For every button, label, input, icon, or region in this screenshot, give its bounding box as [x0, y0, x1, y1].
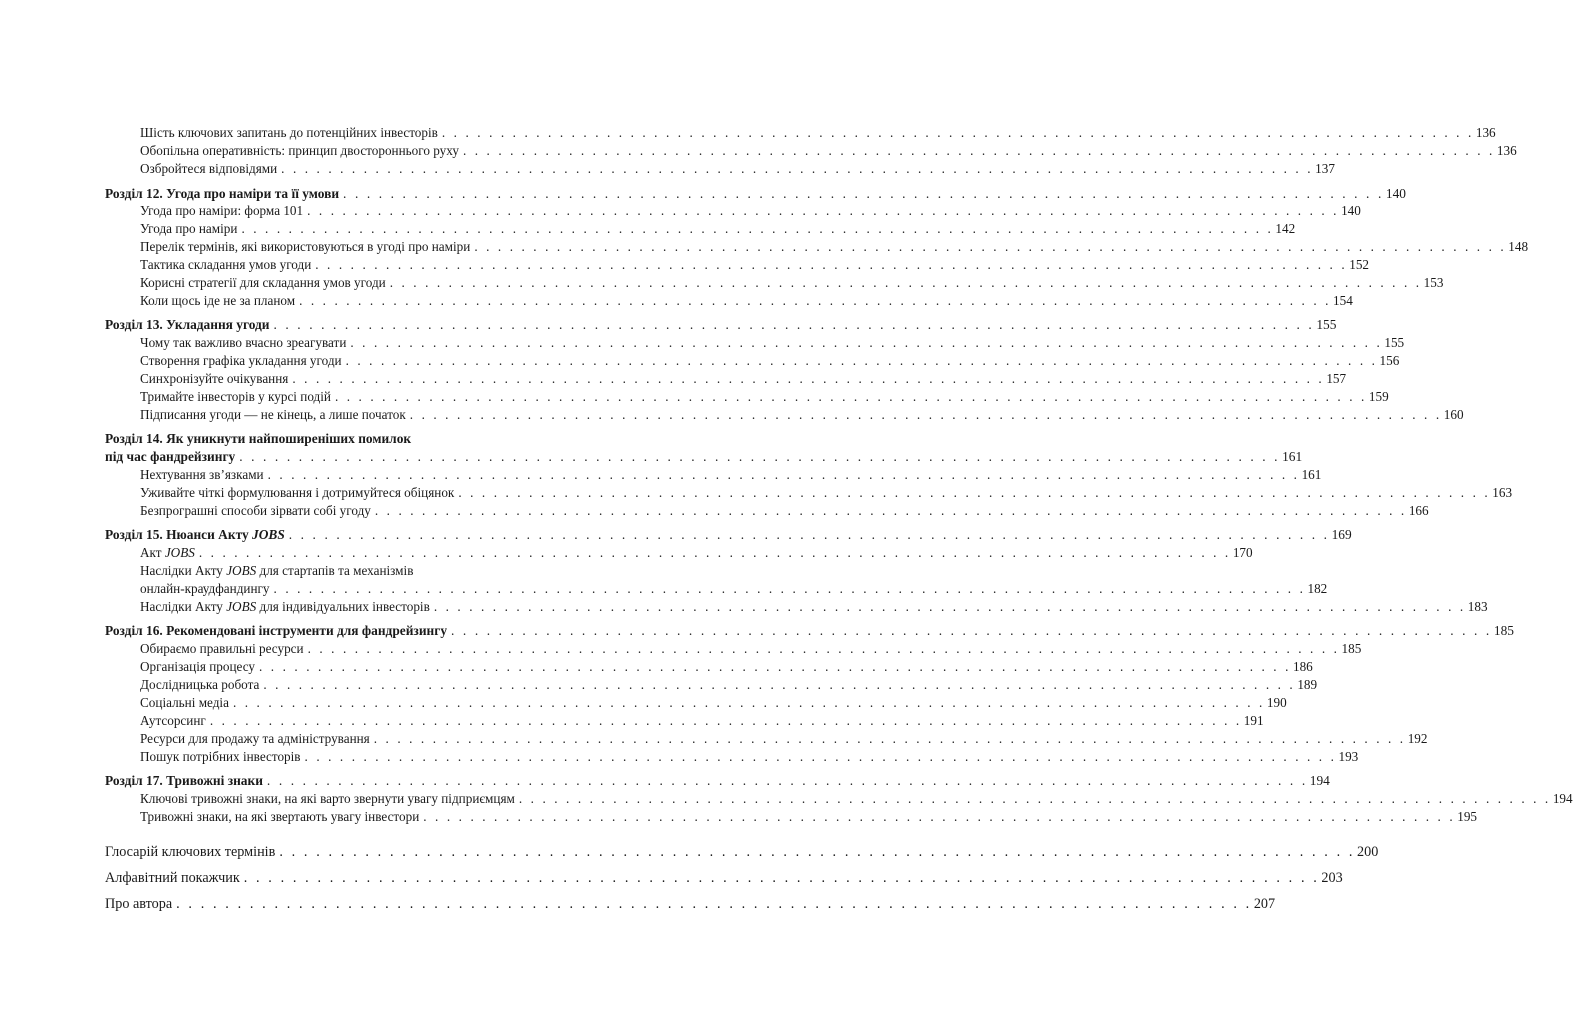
- toc-entry-title: [140, 256, 311, 273]
- dot-leader: . . . . . . . . . . . . . . . . . . . . . . . . . . . . . . . . . . . . . . . . . . . . . . . . . . . . . . . . . . . . . . . . . . . . . . . . . . . . . . . . . . . . . . . .: [373, 731, 1406, 746]
- toc-entry-title: [105, 844, 275, 861]
- dot-leader: . . . . . . . . . . . . . . . . . . . . . . . . . . . . . . . . . . . . . . . . . . . . . . . . . . . . . . . . . . . . . . . . . . . . . . . . . . . . . . . . . . . . . . . .: [374, 503, 1407, 518]
- toc-page-number: 136: [1496, 143, 1517, 158]
- toc-entry-title-part: Наслідки Акту: [140, 563, 227, 578]
- toc-page-number: 166: [1408, 503, 1429, 518]
- toc-entry-title-text: Тривожні знаки, на які звертають увагу інвестори: [140, 809, 420, 824]
- toc-entry-title-text: Чому так важливо вчасно зреагувати: [140, 335, 347, 350]
- toc-page-number: 136: [1475, 125, 1496, 140]
- toc-entry-title-text: Тактика складання умов угоди: [140, 257, 312, 272]
- toc-entry-title-text: для індивідуальних інвесторів: [256, 599, 430, 614]
- toc-page-number: 194: [1552, 791, 1573, 806]
- toc-page-number: 156: [1379, 353, 1400, 368]
- toc-entry-title: [140, 484, 454, 501]
- toc-entry-title-text: Коли щось іде не за планом: [140, 293, 296, 308]
- toc-page-number: 191: [1243, 713, 1264, 728]
- toc-entry-title: [140, 406, 406, 423]
- toc-page-number: 185: [1341, 641, 1362, 656]
- toc-page-number: 200: [1357, 844, 1379, 860]
- toc-section-entry[interactable]: [140, 256, 1369, 273]
- dot-leader: . . . . . . . . . . . . . . . . . . . . . . . . . . . . . . . . . . . . . . . . . . . . . . . . . . . . . . . . . . . . . . . . . . . . . . . . . . . . . . . . . . . . . . . .: [307, 641, 1340, 656]
- toc-entry-title-text: Озбройтеся відповідями: [140, 161, 278, 176]
- toc-entry-title-text: Ресурси для продажу та адміністрування: [140, 731, 370, 746]
- toc-section-entry[interactable]: [140, 352, 1400, 369]
- toc-section-entry[interactable]: [140, 502, 1429, 519]
- dot-leader: . . . . . . . . . . . . . . . . . . . . . . . . . . . . . . . . . . . . . . . . . . . . . . . . . . . . . . . . . . . . . . . . . . . . . . . . . . . . . . . . . . . . . . . .: [232, 695, 1265, 710]
- toc-section-entry[interactable]: [140, 388, 1389, 405]
- toc-page-number: 148: [1508, 239, 1529, 254]
- dot-leader: . . . . . . . . . . . . . . . . . . . . . . . . . . . . . . . . . . . . . . . . . . . . . . . . . . . . . . . . . . . . . . . . . . . . . . . . . . . . . . . . . . . . . . . .: [273, 317, 1315, 332]
- toc-entry-title-text: Пошук потрібних інвесторів: [140, 749, 301, 764]
- toc-entry-title: [105, 622, 447, 639]
- toc-section-entry[interactable]: [140, 730, 1428, 747]
- toc-entry-title: [105, 772, 263, 789]
- toc-chapter-entry[interactable]: [105, 448, 1303, 465]
- toc-entry-title-text: Уживайте чіткі формулювання і дотримуйтеся обіцянок: [140, 485, 455, 500]
- toc-entry-title-part: для стартапів та механізмів: [256, 563, 414, 578]
- toc-entry-title-italic: JOBS: [226, 599, 257, 614]
- dot-leader: . . . . . . . . . . . . . . . . . . . . . . . . . . . . . . . . . . . . . . . . . . . . . . . . . . . . . . . . . . . . . . . . . . . . . . . . . . . . . . . . . . . . . . . .: [259, 659, 1291, 674]
- toc-entry-title-text: Ключові тривожні знаки, на які варто звернути увагу підприємцям: [140, 791, 515, 806]
- dot-leader: . . . . . . . . . . . . . . . . . . . . . . . . . . . . . . . . . . . . . . . . . . . . . . . . . . . . . . . . . . . . . . . . . . . . . . . . . . . . . . . . . . . . . . . .: [441, 125, 1474, 140]
- toc-chapter-entry[interactable]: [105, 772, 1330, 789]
- dot-leader: . . . . . . . . . . . . . . . . . . . . . . . . . . . . . . . . . . . . . . . . . . . . . . . . . . . . . . . . . . . . . . . . . . . . . . . . . . . . . . . . . . . . . . . .: [273, 581, 1306, 596]
- dot-leader: . . . . . . . . . . . . . . . . . . . . . . . . . . . . . . . . . . . . . . . . . . . . . . . . . . . . . . . . . . . . . . . . . . . . . . . . . . . . . . . . . . . . . . . .: [209, 713, 1242, 728]
- dot-leader: . . . . . . . . . . . . . . . . . . . . . . . . . . . . . . . . . . . . . . . . . . . . . . . . . . . . . . . . . . . . . . . . . . . . . . . . . . . . . . . . . . . . . . . .: [239, 449, 1281, 464]
- toc-page-number: 159: [1368, 389, 1389, 404]
- toc-entry-title-text: Розділ 13. Укладання угоди: [105, 317, 270, 332]
- toc-page-number: 185: [1493, 623, 1514, 638]
- toc-entry-title-text: Розділ 16. Рекомендовані інструменти для фандрейзингу: [105, 623, 448, 638]
- toc-chapter-entry[interactable]: [105, 622, 1514, 639]
- toc-chapter-entry[interactable]: [105, 526, 1352, 543]
- toc-entry-title-text: Обопільна оперативність: принцип двостороннього руху: [140, 143, 459, 158]
- toc-page-number: 140: [1385, 186, 1406, 201]
- toc-entry-title-text: Тримайте інвесторів у курсі подій: [140, 389, 331, 404]
- toc-entry-title: [140, 730, 370, 747]
- toc-entry-title: [140, 274, 386, 291]
- dot-leader: . . . . . . . . . . . . . . . . . . . . . . . . . . . . . . . . . . . . . . . . . . . . . . . . . . . . . . . . . . . . . . . . . . . . . . . . . . . . . . . . . . . . . . . .: [423, 809, 1456, 824]
- toc-entry-title: [140, 712, 206, 729]
- toc-entry-title-text: Організація процесу: [140, 659, 256, 674]
- toc-page-number: 137: [1315, 161, 1335, 176]
- toc-chapter-entry[interactable]: [105, 316, 1337, 333]
- toc-entry-title-text: онлайн-краудфандингу: [140, 581, 270, 596]
- toc-section-entry[interactable]: [140, 142, 1517, 159]
- toc-entry-first-line: [105, 430, 411, 447]
- toc-section-entry[interactable]: [140, 598, 1488, 615]
- toc-entry-title-italic: JOBS: [226, 563, 257, 578]
- toc-page-number: 192: [1407, 731, 1428, 746]
- toc-entry-title-text: Синхронізуйте очікування: [140, 371, 289, 386]
- toc-entry-title: [105, 870, 240, 887]
- toc-entry-title: [105, 896, 172, 913]
- toc-page-number: 207: [1253, 896, 1276, 912]
- toc-backmatter-entry[interactable]: [105, 870, 1343, 887]
- toc-entry-title-text: Соціальні медіа: [140, 695, 229, 710]
- toc-entry-title-text: Корисні стратегії для складання умов угоди: [140, 275, 386, 290]
- toc-page-number: 160: [1443, 407, 1464, 422]
- toc-page-number: 190: [1266, 695, 1287, 710]
- toc-section-entry[interactable]: [140, 160, 1335, 177]
- toc-entry-title-text: під час фандрейзингу: [105, 449, 236, 464]
- dot-leader: . . . . . . . . . . . . . . . . . . . . . . . . . . . . . . . . . . . . . . . . . . . . . . . . . . . . . . . . . . . . . . . . . . . . . . . . . . . . . . . . . . . . . . . .: [409, 407, 1442, 422]
- toc-section-entry[interactable]: [140, 808, 1477, 825]
- toc-page-number: 194: [1309, 773, 1330, 788]
- dot-leader: . . . . . . . . . . . . . . . . . . . . . . . . . . . . . . . . . . . . . . . . . . . . . . . . . . . . . . . . . . . . . . . . . . . . . . . . . . . . . . . . . . . . . . . .: [198, 545, 1231, 560]
- dot-leader: . . . . . . . . . . . . . . . . . . . . . . . . . . . . . . . . . . . . . . . . . . . . . . . . . . . . . . . . . . . . . . . . . . . . . . . . . . . . . . . . . . . . . . . .: [279, 844, 1356, 860]
- dot-leader: . . . . . . . . . . . . . . . . . . . . . . . . . . . . . . . . . . . . . . . . . . . . . . . . . . . . . . . . . . . . . . . . . . . . . . . . . . . . . . . . . . . . . . . .: [241, 221, 1274, 236]
- toc-page-number: 169: [1331, 527, 1352, 542]
- dot-leader: . . . . . . . . . . . . . . . . . . . . . . . . . . . . . . . . . . . . . . . . . . . . . . . . . . . . . . . . . . . . . . . . . . . . . . . . . . . . . . . . . . . . . . . .: [334, 389, 1367, 404]
- toc-section-entry[interactable]: [140, 658, 1313, 675]
- toc-section-entry[interactable]: [140, 202, 1361, 219]
- dot-leader: . . . . . . . . . . . . . . . . . . . . . . . . . . . . . . . . . . . . . . . . . . . . . . . . . . . . . . . . . . . . . . . . . . . . . . . . . . . . . . . . . . . . . . . .: [304, 749, 1337, 764]
- toc-page-number: 140: [1341, 203, 1361, 218]
- dot-leader: . . . . . . . . . . . . . . . . . . . . . . . . . . . . . . . . . . . . . . . . . . . . . . . . . . . . . . . . . . . . . . . . . . . . . . . . . . . . . . . . . . . . . . . .: [243, 870, 1320, 886]
- toc-page-number: 153: [1423, 275, 1444, 290]
- toc-page-number: 183: [1467, 599, 1488, 614]
- toc-entry-title: [140, 790, 515, 807]
- toc-entry-title: [140, 160, 277, 177]
- dot-leader: . . . . . . . . . . . . . . . . . . . . . . . . . . . . . . . . . . . . . . . . . . . . . . . . . . . . . . . . . . . . . . . . . . . . . . . . . . . . . . . . . . . . . . . .: [288, 527, 1330, 542]
- dot-leader: . . . . . . . . . . . . . . . . . . . . . . . . . . . . . . . . . . . . . . . . . . . . . . . . . . . . . . . . . . . . . . . . . . . . . . . . . . . . . . . . . . . . . . . .: [458, 485, 1491, 500]
- toc-entry-title: [140, 334, 346, 351]
- toc-entry-title-text: Нехтування зв’язками: [140, 467, 264, 482]
- toc-page-number: 161: [1301, 467, 1322, 482]
- toc-section-entry[interactable]: [140, 790, 1573, 807]
- toc-section-entry[interactable]: [140, 748, 1359, 765]
- toc-backmatter-entry[interactable]: [105, 896, 1276, 913]
- toc-entry-title: [140, 748, 301, 765]
- toc-backmatter-entry[interactable]: [105, 844, 1379, 861]
- dot-leader: . . . . . . . . . . . . . . . . . . . . . . . . . . . . . . . . . . . . . . . . . . . . . . . . . . . . . . . . . . . . . . . . . . . . . . . . . . . . . . . . . . . . . . . .: [451, 623, 1492, 638]
- toc-entry-title-text: Розділ 15. Нюанси Акту: [105, 527, 253, 542]
- toc-entry-title-text: Алфавітний покажчик: [105, 870, 240, 886]
- toc-section-entry[interactable]: [140, 238, 1529, 255]
- toc-entry-title: [105, 316, 270, 333]
- toc-entry-title: [140, 544, 195, 561]
- toc-entry-title: [140, 658, 255, 675]
- toc-entry-title-text: Розділ 12. Угода про наміри та її умови: [105, 186, 340, 201]
- toc-section-entry[interactable]: [140, 544, 1253, 561]
- toc-entry-title: [140, 292, 295, 309]
- toc-entry-title-text: Перелік термінів, які використовуються в угоді про наміри: [140, 239, 471, 254]
- toc-entry-title-text: Шість ключових запитань до потенційних інвесторів: [140, 125, 438, 140]
- toc-section-entry[interactable]: [140, 712, 1264, 729]
- toc-entry-title: [140, 220, 237, 237]
- toc-entry-title: [140, 676, 259, 693]
- toc-entry-title: [140, 808, 419, 825]
- toc-entry-title: [140, 238, 470, 255]
- dot-leader: . . . . . . . . . . . . . . . . . . . . . . . . . . . . . . . . . . . . . . . . . . . . . . . . . . . . . . . . . . . . . . . . . . . . . . . . . . . . . . . . . . . . . . . .: [474, 239, 1507, 254]
- toc-entry-title: [140, 694, 229, 711]
- toc-entry-title: [105, 185, 339, 202]
- dot-leader: . . . . . . . . . . . . . . . . . . . . . . . . . . . . . . . . . . . . . . . . . . . . . . . . . . . . . . . . . . . . . . . . . . . . . . . . . . . . . . . . . . . . . . . .: [307, 203, 1340, 218]
- toc-entry-title-text: Розділ 17. Тривожні знаки: [105, 773, 263, 788]
- toc-entry-title: [140, 124, 438, 141]
- toc-entry-title-text: Аутсорсинг: [140, 713, 206, 728]
- toc-entry-title: [105, 526, 285, 543]
- toc-entry-title-text: Підписання угоди — не кінець, а лише початок: [140, 407, 406, 422]
- dot-leader: . . . . . . . . . . . . . . . . . . . . . . . . . . . . . . . . . . . . . . . . . . . . . . . . . . . . . . . . . . . . . . . . . . . . . . . . . . . . . . . . . . . . . . . .: [267, 467, 1300, 482]
- toc-entry-title: [140, 142, 459, 159]
- toc-section-entry[interactable]: [140, 124, 1496, 141]
- toc-entry-title-text: Наслідки Акту: [140, 599, 227, 614]
- toc-entry-first-line: [140, 562, 413, 579]
- toc-page-number: 189: [1297, 677, 1318, 692]
- toc-entry-title-text: Угода про наміри: [140, 221, 238, 236]
- toc-section-entry[interactable]: [140, 580, 1328, 597]
- toc-page-number: 155: [1316, 317, 1337, 332]
- dot-leader: . . . . . . . . . . . . . . . . . . . . . . . . . . . . . . . . . . . . . . . . . . . . . . . . . . . . . . . . . . . . . . . . . . . . . . . . . . . . . . . . . . . . . . . .: [299, 293, 1332, 308]
- toc-entry-title: [105, 448, 235, 465]
- toc-entry-title: [140, 502, 371, 519]
- toc-section-entry[interactable]: [140, 406, 1464, 423]
- toc-page-number: 182: [1307, 581, 1328, 596]
- dot-leader: . . . . . . . . . . . . . . . . . . . . . . . . . . . . . . . . . . . . . . . . . . . . . . . . . . . . . . . . . . . . . . . . . . . . . . . . . . . . . . . . . . . . . . . .: [266, 773, 1308, 788]
- toc-page-number: 161: [1282, 449, 1303, 464]
- dot-leader: . . . . . . . . . . . . . . . . . . . . . . . . . . . . . . . . . . . . . . . . . . . . . . . . . . . . . . . . . . . . . . . . . . . . . . . . . . . . . . . . . . . . . . . .: [345, 353, 1378, 368]
- dot-leader: . . . . . . . . . . . . . . . . . . . . . . . . . . . . . . . . . . . . . . . . . . . . . . . . . . . . . . . . . . . . . . . . . . . . . . . . . . . . . . . . . . . . . . . .: [281, 161, 1314, 176]
- toc-section-entry[interactable]: [140, 370, 1347, 387]
- toc-entry-title-italic: JOBS: [164, 545, 195, 560]
- toc-page-number: 155: [1384, 335, 1405, 350]
- toc-entry-title-text: Створення графіка укладання угоди: [140, 353, 342, 368]
- toc-entry-title-text: Глосарій ключових термінів: [105, 844, 276, 860]
- toc-page-number: 157: [1326, 371, 1347, 386]
- toc-section-entry[interactable]: [140, 694, 1287, 711]
- toc-entry-title: [140, 202, 303, 219]
- toc-entry-title: [140, 352, 342, 369]
- dot-leader: . . . . . . . . . . . . . . . . . . . . . . . . . . . . . . . . . . . . . . . . . . . . . . . . . . . . . . . . . . . . . . . . . . . . . . . . . . . . . . . . . . . . . . . .: [315, 257, 1348, 272]
- dot-leader: . . . . . . . . . . . . . . . . . . . . . . . . . . . . . . . . . . . . . . . . . . . . . . . . . . . . . . . . . . . . . . . . . . . . . . . . . . . . . . . . . . . . . . . .: [433, 599, 1466, 614]
- toc-entry-title-text: Про автора: [105, 896, 173, 912]
- toc-section-entry[interactable]: [140, 334, 1405, 351]
- toc-entry-title-text: Угода про наміри: форма 101: [140, 203, 304, 218]
- toc-page-number: 152: [1349, 257, 1369, 272]
- toc-entry-title-text: Обираємо правильні ресурси: [140, 641, 304, 656]
- toc-page-number: 170: [1232, 545, 1253, 560]
- toc-page-number: 142: [1275, 221, 1296, 236]
- toc-entry-title: [140, 370, 288, 387]
- toc-entry-title: [140, 598, 430, 615]
- dot-leader: . . . . . . . . . . . . . . . . . . . . . . . . . . . . . . . . . . . . . . . . . . . . . . . . . . . . . . . . . . . . . . . . . . . . . . . . . . . . . . . . . . . . . . . .: [343, 186, 1384, 201]
- toc-entry-title: [140, 466, 264, 483]
- toc-entry-title-text: Безпрограшні способи зірвати собі угоду: [140, 503, 371, 518]
- toc-page-number: 193: [1338, 749, 1359, 764]
- toc-entry-title-text: Акт: [140, 545, 165, 560]
- dot-leader: . . . . . . . . . . . . . . . . . . . . . . . . . . . . . . . . . . . . . . . . . . . . . . . . . . . . . . . . . . . . . . . . . . . . . . . . . . . . . . . . . . . . . . . .: [263, 677, 1296, 692]
- toc-entry-title: [140, 580, 270, 597]
- toc-section-entry[interactable]: [140, 676, 1318, 693]
- toc-page-number: 195: [1457, 809, 1477, 824]
- toc-entry-title-italic: JOBS: [252, 527, 285, 542]
- toc-section-entry[interactable]: [140, 220, 1296, 237]
- toc-page-number: 163: [1492, 485, 1513, 500]
- toc-entry-title: [140, 640, 304, 657]
- toc-entry-title-part: Розділ 14. Як уникнути найпоширеніших помилок: [105, 431, 412, 446]
- dot-leader: . . . . . . . . . . . . . . . . . . . . . . . . . . . . . . . . . . . . . . . . . . . . . . . . . . . . . . . . . . . . . . . . . . . . . . . . . . . . . . . . . . . . . . . .: [389, 275, 1422, 290]
- toc-page-number: 154: [1333, 293, 1353, 308]
- toc-page-number: 203: [1321, 870, 1343, 886]
- dot-leader: . . . . . . . . . . . . . . . . . . . . . . . . . . . . . . . . . . . . . . . . . . . . . . . . . . . . . . . . . . . . . . . . . . . . . . . . . . . . . . . . . . . . . . . .: [462, 143, 1495, 158]
- toc-section-entry[interactable]: [140, 466, 1322, 483]
- toc-entry-title: [140, 388, 331, 405]
- toc-section-entry[interactable]: [140, 292, 1353, 309]
- toc-section-entry[interactable]: [140, 640, 1362, 657]
- toc-chapter-entry[interactable]: [105, 185, 1406, 202]
- toc-section-entry[interactable]: [140, 274, 1444, 291]
- toc-page-number: 186: [1292, 659, 1313, 674]
- dot-leader: . . . . . . . . . . . . . . . . . . . . . . . . . . . . . . . . . . . . . . . . . . . . . . . . . . . . . . . . . . . . . . . . . . . . . . . . . . . . . . . . . . . . . . . .: [350, 335, 1383, 350]
- toc-entry-title-text: Дослідницька робота: [140, 677, 260, 692]
- dot-leader: . . . . . . . . . . . . . . . . . . . . . . . . . . . . . . . . . . . . . . . . . . . . . . . . . . . . . . . . . . . . . . . . . . . . . . . . . . . . . . . . . . . . . . . .: [518, 791, 1551, 806]
- dot-leader: . . . . . . . . . . . . . . . . . . . . . . . . . . . . . . . . . . . . . . . . . . . . . . . . . . . . . . . . . . . . . . . . . . . . . . . . . . . . . . . . . . . . . . . .: [292, 371, 1325, 386]
- dot-leader: . . . . . . . . . . . . . . . . . . . . . . . . . . . . . . . . . . . . . . . . . . . . . . . . . . . . . . . . . . . . . . . . . . . . . . . . . . . . . . . . . . . . . . . .: [176, 896, 1252, 912]
- toc-section-entry[interactable]: [140, 484, 1513, 501]
